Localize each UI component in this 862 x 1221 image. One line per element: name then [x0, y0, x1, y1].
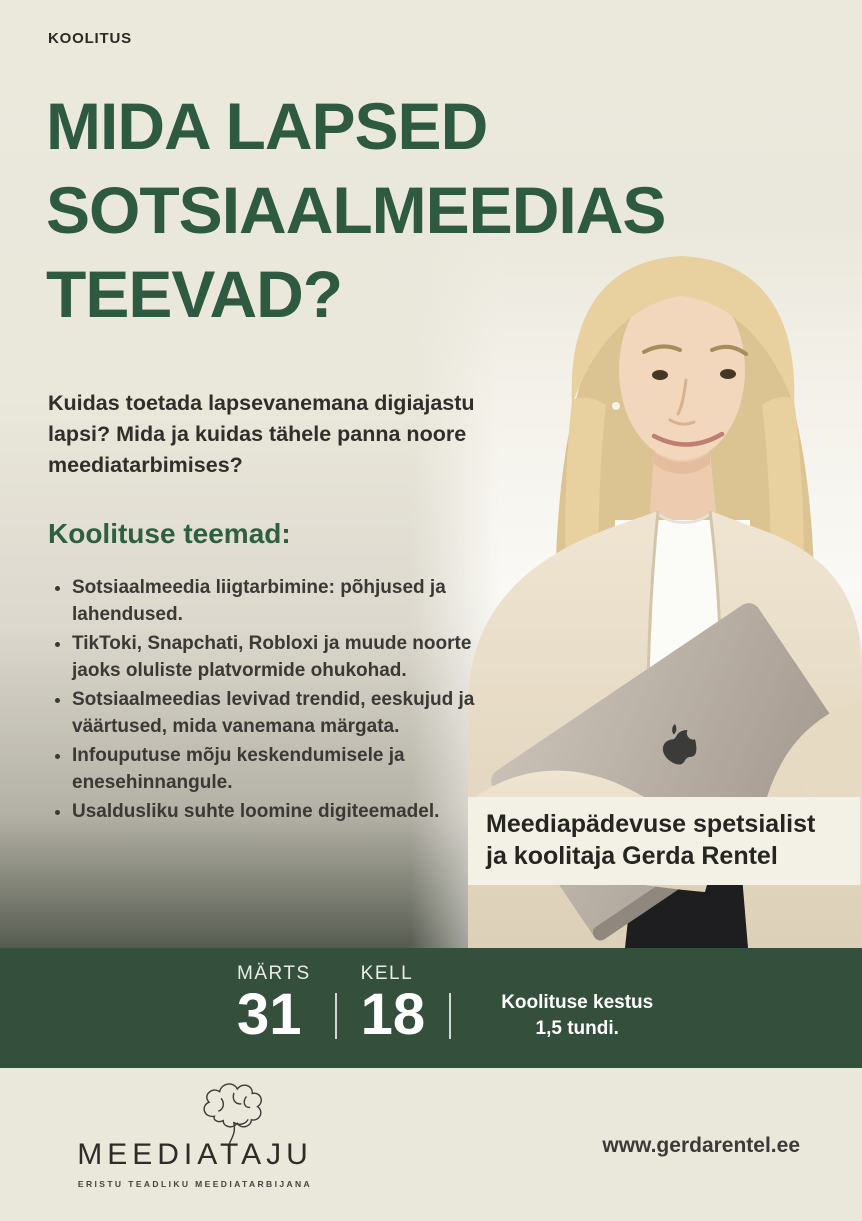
meediataju-logo — [70, 1074, 320, 1189]
speaker-label-box — [468, 797, 860, 885]
band-divider — [335, 993, 337, 1039]
website-url: www.gerdarentel.ee — [602, 1134, 800, 1157]
time-label: KELL — [360, 963, 414, 984]
title-line-3: TEEVAD? — [46, 257, 343, 331]
duration-line-1: Koolituse kestus — [501, 992, 654, 1013]
brain-doodle-icon — [188, 1074, 276, 1148]
intro-paragraph: Kuidas toetada lapsevanemana digiajastu lapsi? Mida ja kuidas tähele panna noore meediatarbimises? — [48, 390, 475, 477]
poster-footer — [0, 1068, 862, 1221]
time-value: 18 — [360, 982, 426, 1047]
speaker-label-line-1: Meediapädevuse spetsialist — [486, 810, 816, 838]
topic-item: • Usaldusliku suhte loomine digiteemadel. — [72, 798, 492, 825]
topics-list — [48, 574, 492, 827]
eyebrow-label: KOOLITUS — [48, 30, 132, 47]
topic-item: • Sotsiaalmeedias levivad trendid, eeskujud ja väärtused, mida vanemana märgata. — [72, 686, 492, 740]
brand-tagline: ERISTU TEADLIKU MEEDIATARBIJANA — [77, 1179, 313, 1189]
date-value: 31 — [237, 982, 302, 1047]
topic-item: • TikToki, Snapchati, Robloxi ja muude noorte jaoks oluliste platvormide ohukohad. — [72, 630, 492, 684]
title-line-1: MIDA LAPSED — [46, 89, 488, 163]
schedule-band — [0, 948, 862, 1068]
topic-item: • Sotsiaalmeedia liigtarbimine: põhjused ja lahendused. — [72, 574, 492, 628]
date-label: MÄRTS — [237, 963, 311, 984]
band-divider — [449, 993, 451, 1039]
duration-line-2: 1,5 tundi. — [535, 1018, 619, 1039]
title-line-2: SOTSIAALMEEDIAS — [46, 173, 666, 247]
speaker-label-line-2: ja koolitaja Gerda Rentel — [486, 842, 778, 870]
poster-title — [46, 84, 665, 336]
brand-wordmark: MEEDIATAJU — [77, 1138, 313, 1171]
topic-item: • Infouputuse mõju keskendumisele ja enesehinnangule. — [72, 742, 492, 796]
topics-heading: Koolituse teemad: — [48, 518, 291, 549]
date-block — [237, 963, 311, 1047]
duration-text — [501, 990, 653, 1042]
time-block — [360, 963, 426, 1047]
